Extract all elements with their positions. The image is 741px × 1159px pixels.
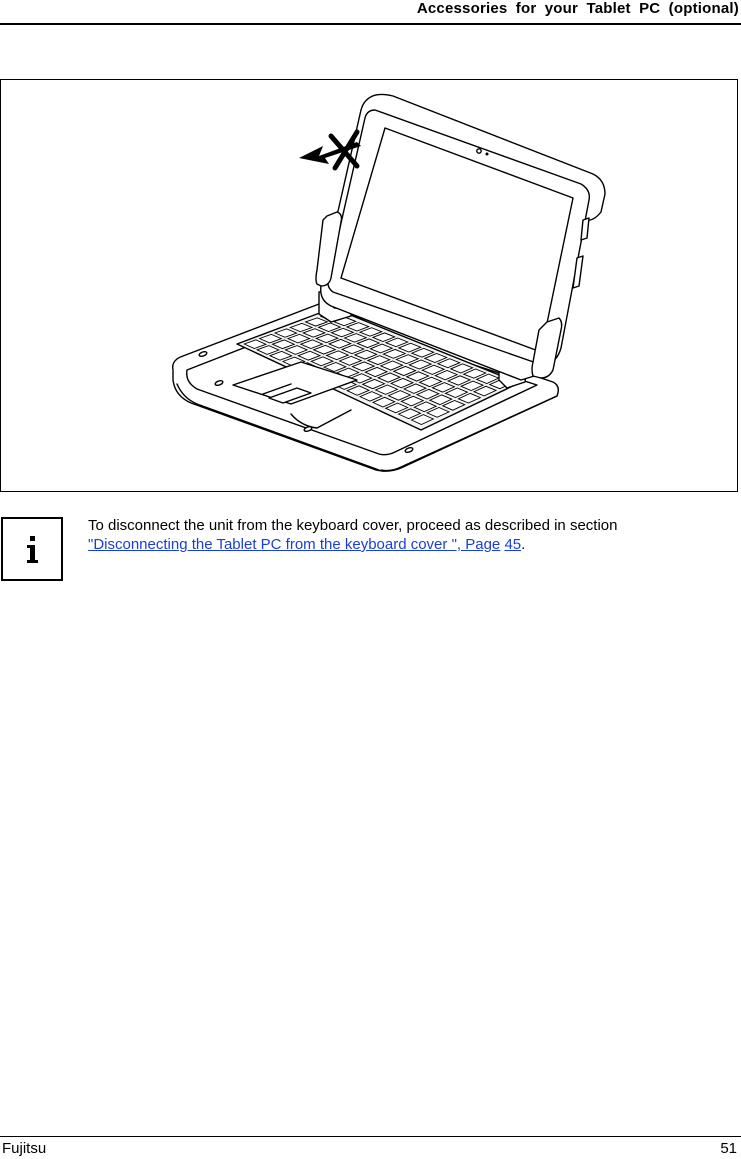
info-icon-box — [1, 517, 63, 581]
header-title: Accessories for your Tablet PC (optional) — [416, 0, 739, 17]
tablet-on-keyboard-illustration — [1, 80, 738, 492]
note-text-after: . — [521, 536, 526, 553]
footer-page-number: 51 — [720, 1140, 737, 1157]
figure-frame — [0, 79, 738, 492]
info-icon — [3, 519, 61, 579]
section-link[interactable]: "Disconnecting the Tablet PC from the keyboard cover ", Page — [88, 536, 501, 553]
page-link[interactable]: 45 — [504, 536, 522, 553]
page-header — [0, 0, 741, 24]
note-paragraph — [88, 516, 698, 554]
header-rule — [0, 23, 741, 25]
footer-brand: Fujitsu — [2, 1140, 47, 1157]
note-text-before: To disconnect the unit from the keyboard cover, proceed as described in section — [88, 517, 618, 534]
footer-rule — [0, 1136, 741, 1137]
